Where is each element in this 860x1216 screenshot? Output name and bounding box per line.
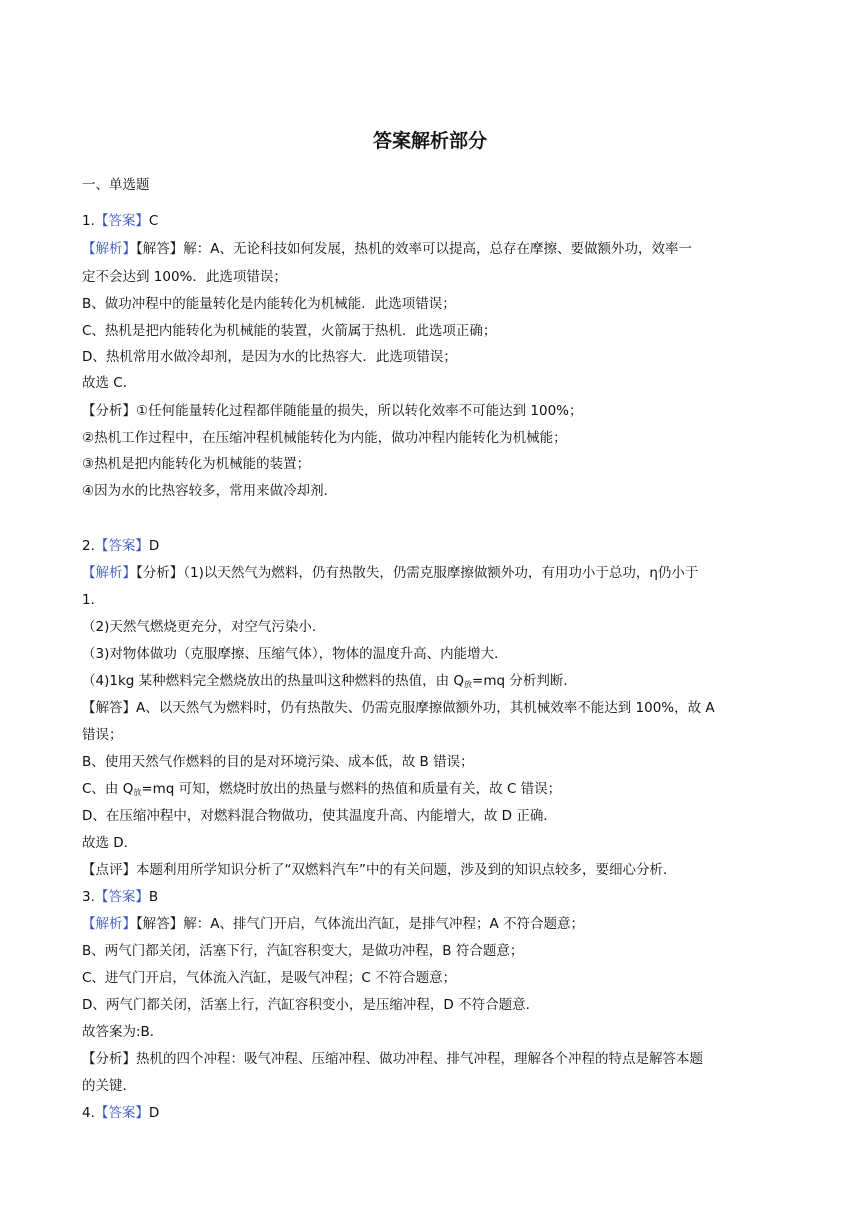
analysis-tag: 【分析】	[136, 565, 184, 581]
comment-tag: 【点评】	[82, 862, 136, 878]
q2-text-line	[82, 671, 782, 695]
answer-tag: 【答案】	[94, 889, 149, 905]
q1-text-line: 定不会达到 100%．此选项错误；	[82, 269, 287, 285]
q2-answer: D	[148, 538, 160, 554]
q1-analysis-text: ①任何能量转化过程都伴随能量的损失，所以转化效率不可能达到 100%；	[136, 403, 583, 419]
q1-text-line: D、热机常用水做冷却剂，是因为水的比热容大．此选项错误；	[82, 349, 457, 365]
q1-text: 解：A、无论科技如何发展，热机的效率可以提高，总存在摩擦、要做额外功，效率一	[183, 241, 692, 257]
answer-tag: 【答案】	[94, 213, 149, 229]
q2-comment-text: 本题利用所学知识分析了“双燃料汽车”中的有关问题，涉及到的知识点较多，要细心分析．	[136, 862, 677, 878]
q3-text-line: C、进气门开启，气体流入汽缸，是吸气冲程；C 不符合题意；	[82, 970, 457, 986]
q3-text-line: B、两气门都关闭，活塞下行，汽缸容积变大，是做功冲程，B 符合题意；	[82, 943, 524, 959]
q1-text-line: 故选 C．	[82, 375, 137, 391]
q4-answer-line	[82, 1103, 782, 1123]
q2-solution-text: A、以天然气为燃料时，仍有热散失、仍需克服摩擦做额外功，其机械效率不能达到 100%，故 A	[136, 700, 715, 716]
q3-answer-line	[82, 887, 782, 907]
subscript: 放	[133, 788, 142, 797]
q2-text: =mq 可知，燃烧时放出的热量与燃料的热值和质量有关，故 C 错误；	[141, 781, 562, 797]
q3-answer: B	[148, 889, 159, 905]
q2-text-line: （3)对物体做功（克服摩擦、压缩气体），物体的温度升高、内能增大．	[82, 646, 508, 662]
explain-tag: 【解析】	[82, 916, 136, 932]
q2-solution-line	[82, 698, 782, 718]
q2-answer-line	[82, 536, 782, 556]
q3-text-line: D、两气门都关闭，活塞上行，汽缸容积变小，是压缩冲程，D 不符合题意．	[82, 997, 540, 1013]
q1-analysis-line: ④因为水的比热容较多，常用来做冷却剂．	[82, 483, 338, 499]
q2-analysis-text: （1)以天然气为燃料，仍有热散失，仍需克服摩擦做额外功，有用功小于总功，η仍小于	[183, 565, 699, 581]
q2-comment-line	[82, 860, 782, 880]
q1-answer-line	[82, 211, 782, 231]
answer-tag: 【答案】	[94, 1105, 149, 1121]
q2-text-line: 1．	[82, 592, 105, 608]
q4-answer: D	[148, 1105, 160, 1121]
page-title: 答案解析部分	[372, 130, 487, 152]
q1-analysis-line: ②热机工作过程中，在压缩冲程机械能转化为内能，做功冲程内能转化为机械能；	[82, 430, 567, 446]
q2-text-line	[82, 779, 782, 803]
section-heading: 一、单选题	[82, 177, 150, 193]
explain-tag: 【解析】	[82, 241, 136, 257]
explain-tag: 【解析】	[82, 565, 136, 581]
solution-tag: 【解答】	[82, 700, 136, 716]
q3-analysis-text: 热机的四个冲程：吸气冲程、压缩冲程、做功冲程、排气冲程，理解各个冲程的特点是解答本题	[136, 1051, 703, 1067]
analysis-tag: 【分析】	[82, 403, 136, 419]
q1-analysis-line	[82, 401, 782, 421]
q3-analysis-line	[82, 1049, 782, 1069]
q3-text: 解：A、排气门开启，气体流出汽缸，是排气冲程；A 不符合题意；	[183, 916, 585, 932]
q3-text-line: 故答案为:B．	[82, 1024, 164, 1040]
q2-text-line: 故选 D．	[82, 835, 138, 851]
q1-analysis-line: ③热机是把内能转化为机械能的装置；	[82, 456, 311, 472]
answer-tag: 【答案】	[94, 538, 149, 554]
q2-explain-line	[82, 563, 782, 583]
q1-number: 1.	[82, 213, 95, 229]
q2-text: （4)1kg 某种燃料完全燃烧放出的热量叫这种燃料的热值，由 Q	[82, 673, 465, 689]
q1-explain-line	[82, 239, 782, 259]
q1-answer: C	[148, 213, 159, 229]
solution-tag: 【解答】	[136, 241, 184, 257]
q2-text-line: D、在压缩冲程中，对燃料混合物做功，使其温度升高、内能增大，故 D 正确．	[82, 808, 557, 824]
q2-text: =mq 分析判断．	[472, 673, 577, 689]
q2-text: C、由 Q	[82, 781, 134, 797]
analysis-tag: 【分析】	[82, 1051, 136, 1067]
q3-text-line: 的关键．	[82, 1078, 136, 1094]
q3-explain-line	[82, 914, 782, 934]
q2-number: 2.	[82, 538, 95, 554]
q4-number: 4.	[82, 1105, 95, 1121]
subscript: 放	[464, 680, 473, 689]
q2-text-line: 错误；	[82, 727, 123, 743]
q2-text-line: （2)天然气燃烧更充分，对空气污染小．	[82, 619, 326, 635]
q3-number: 3.	[82, 889, 95, 905]
solution-tag: 【解答】	[136, 916, 184, 932]
q1-text-line: B、做功冲程中的能量转化是内能转化为机械能．此选项错误；	[82, 296, 456, 312]
q1-text-line: C、热机是把内能转化为机械能的装置，火箭属于热机．此选项正确；	[82, 323, 497, 339]
q2-text-line: B、使用天然气作燃料的目的是对环境污染、成本低，故 B 错误；	[82, 754, 474, 770]
